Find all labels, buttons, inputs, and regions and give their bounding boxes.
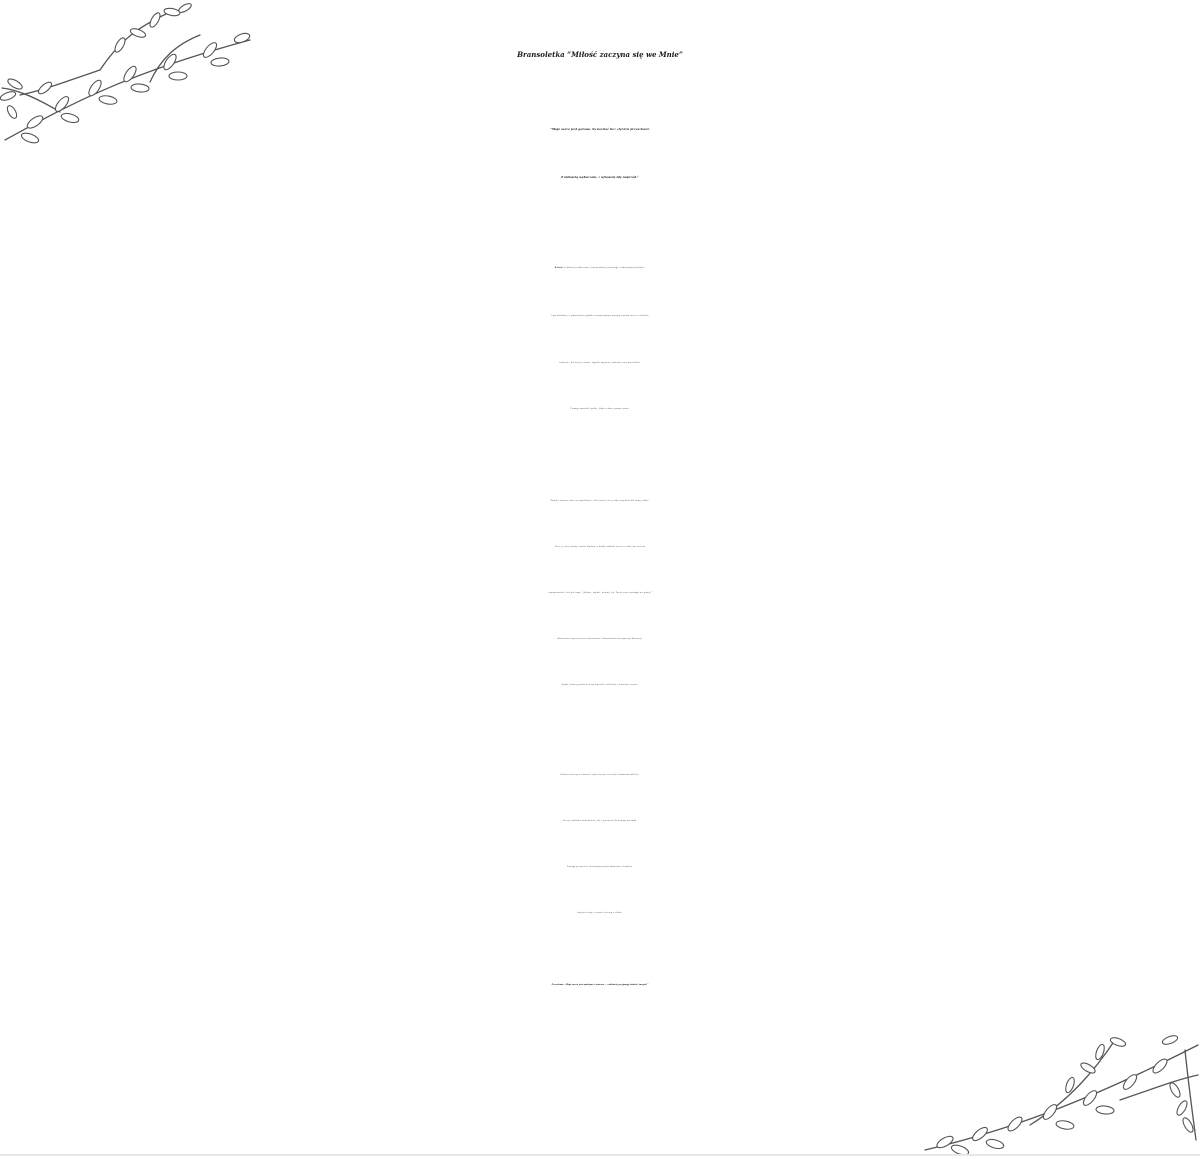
paragraph-2-line-3: i samopoznania. Jest jak szept: „Wybacz, odpuść, uwolnij się. Twoje serce zasługuje na spokój.” <box>547 592 653 594</box>
affirmation-line-1: "Moje serce jest gotowe, by kochać bez ciężaru przeszłości. <box>550 127 650 131</box>
paragraph-3-line-3: Pomaga przywrócić równowagę między dawaniem a braniem, <box>566 866 634 868</box>
paragraph-2-line-2: Uczy, że nie jesteśmy swoimi błędami, a każda trudność niesie w sobie dar wzrostu <box>554 546 646 548</box>
paragraph-2-line-1: Rodonit otwiera serce na współczucie - dla innych, ale przede wszystkim dla samej siebie. <box>550 500 650 502</box>
paragraph-1-line-3: trudnych - koi ból po stracie, łagodzi napięcia, uzdrawia rany przeszłości. <box>559 362 641 364</box>
paragraph-2-line-5: dzięki czemu pozwala kroczyć naprzód z lekkością i otwartym sercem. <box>562 684 638 686</box>
paragraph-3-line-4: między troską o innych a troską o siebie. <box>577 912 623 914</box>
affirmation-line-2: Z miłością wybaczam, z ufnością idę naprzód.“ <box>560 175 640 179</box>
message-statement: Przesłanie: „Moje serce jest spokojne i otwarte – z miłością przyjmuję siebie i innych.” <box>551 984 649 986</box>
page-title: Bransoletka “Miłość zaczyna się we Mnie” <box>517 50 683 59</box>
leafy-branch-bottom-right-icon <box>920 1030 1200 1155</box>
rodonit-lead: Rodonit <box>554 267 564 269</box>
paragraph-1-line-1 <box>0 267 1200 269</box>
paragraph-3-line-1: Rodonit noszony w biżuterii staje się więc nie tylko talizmanem miłości, <box>560 774 640 776</box>
paragraph-2-line-4: Kamień ten wspiera proces wybaczania i odzyskiwania wewnętrznej harmonii, <box>557 638 643 640</box>
bottom-divider <box>0 1154 1200 1156</box>
paragraph-1-line-1-text: to kamień przebaczenia, emocjonalnej równowagi i uzdrawiającej miłości. <box>563 267 646 269</box>
paragraph-1-line-2: Jego delikatna, a jednocześnie głęboko transformująca energia wspiera serce w chwilach <box>551 315 649 317</box>
paragraph-3-line-2: ale też symbolem uzdrowienia, siły i gotowości do nowego początku. <box>562 820 638 822</box>
paragraph-1-line-4: Pomaga odnaleźć spokój, kiedy w duszy panuje chaos. <box>570 408 630 410</box>
